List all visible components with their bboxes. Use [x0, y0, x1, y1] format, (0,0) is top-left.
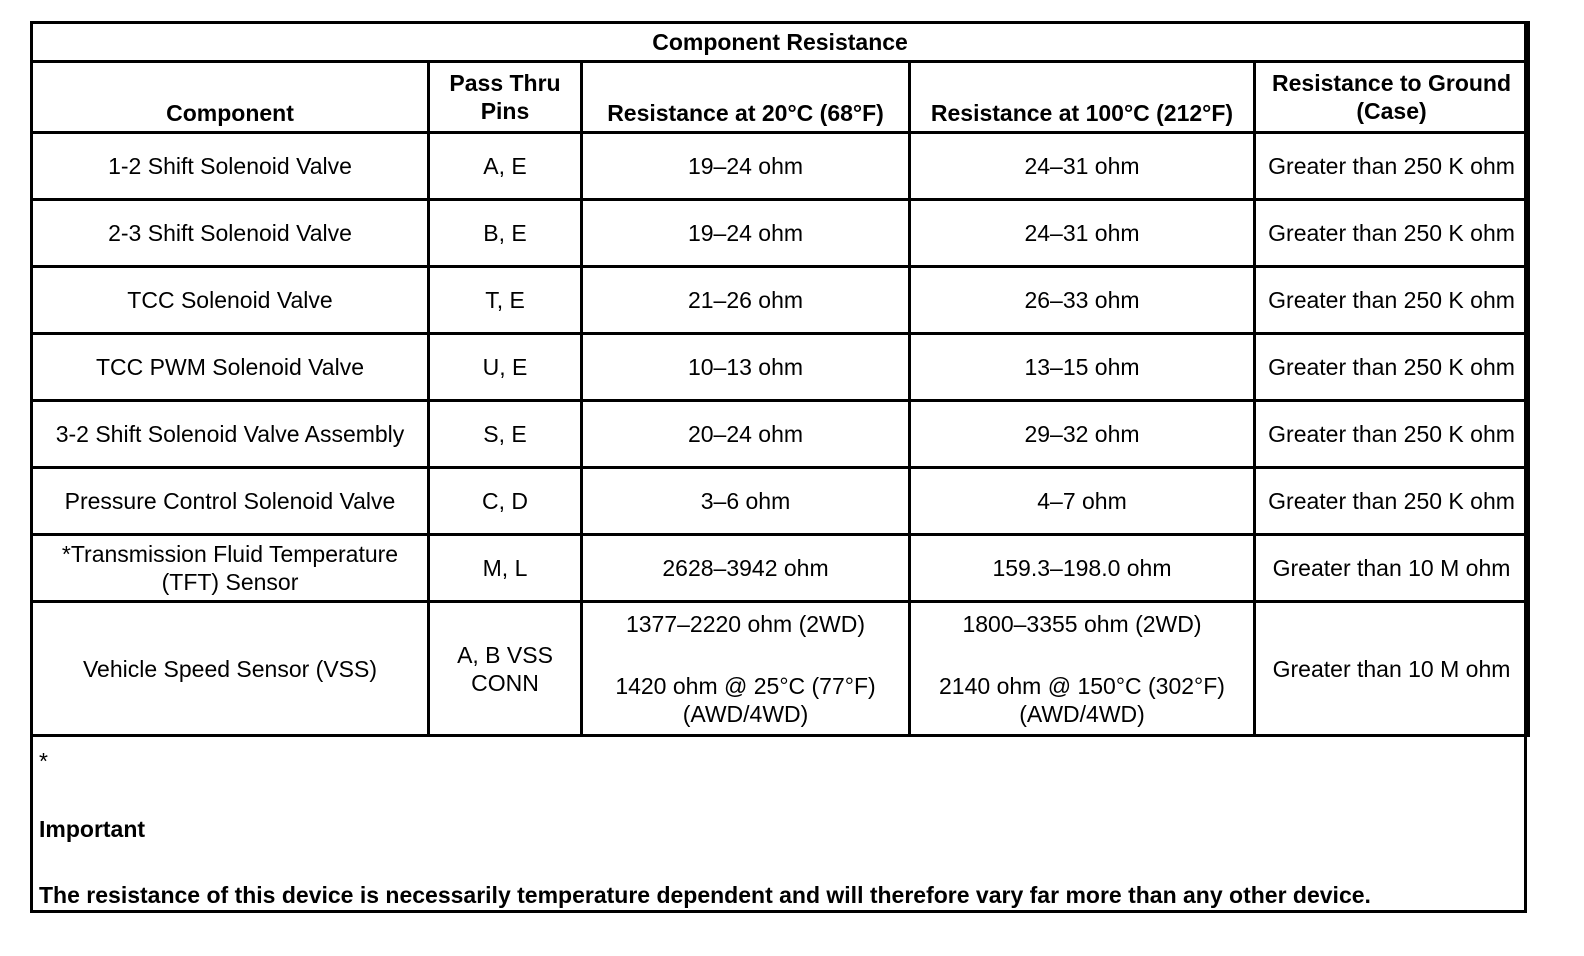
- cell-res100: 13–15 ohm: [910, 334, 1255, 401]
- table-row: [32, 468, 1529, 535]
- cell-ground: Greater than 250 K ohm: [1255, 200, 1529, 267]
- cell-pins: A, E: [429, 133, 582, 200]
- table-row: [32, 267, 1529, 334]
- table-row-vss: [32, 602, 1529, 736]
- cell-component: Vehicle Speed Sensor (VSS): [32, 602, 429, 736]
- cell-pins: T, E: [429, 267, 582, 334]
- cell-ground: Greater than 250 K ohm: [1255, 133, 1529, 200]
- cell-component: *Transmission Fluid Temperature (TFT) Sensor: [32, 535, 429, 602]
- table-title: Component Resistance: [32, 23, 1529, 62]
- cell-pins: S, E: [429, 401, 582, 468]
- cell-ground: Greater than 250 K ohm: [1255, 401, 1529, 468]
- cell-res20: 19–24 ohm: [582, 200, 910, 267]
- cell-res20: 3–6 ohm: [582, 468, 910, 535]
- cell-component: 2-3 Shift Solenoid Valve: [32, 200, 429, 267]
- cell-res100: 24–31 ohm: [910, 133, 1255, 200]
- table-row: [32, 535, 1529, 602]
- footnote-marker: *: [39, 748, 48, 774]
- cell-res20: [582, 602, 910, 736]
- header-pins: Pass Thru Pins: [429, 62, 582, 133]
- cell-res100: 159.3–198.0 ohm: [910, 535, 1255, 602]
- table-row: [32, 401, 1529, 468]
- cell-ground: Greater than 250 K ohm: [1255, 267, 1529, 334]
- header-res20: Resistance at 20°C (68°F): [582, 62, 910, 133]
- table-row: [32, 200, 1529, 267]
- cell-res20: 10–13 ohm: [582, 334, 910, 401]
- table-row: [32, 334, 1529, 401]
- res20-2wd: 1377–2220 ohm (2WD): [625, 610, 866, 637]
- cell-res20: 20–24 ohm: [582, 401, 910, 468]
- header-component: Component: [32, 62, 429, 133]
- cell-component: 1-2 Shift Solenoid Valve: [32, 133, 429, 200]
- cell-pins: A, B VSS CONN: [429, 602, 582, 736]
- table-row: [32, 133, 1529, 200]
- res20-awd: 1420 ohm @ 25°C (77°F) (AWD/4WD): [615, 672, 876, 727]
- cell-component: TCC Solenoid Valve: [32, 267, 429, 334]
- cell-res20: 19–24 ohm: [582, 133, 910, 200]
- important-heading: Important: [39, 816, 146, 842]
- cell-pins: B, E: [429, 200, 582, 267]
- res100-2wd: 1800–3355 ohm (2WD): [962, 610, 1202, 637]
- cell-ground: Greater than 10 M ohm: [1255, 602, 1529, 736]
- cell-res20: 2628–3942 ohm: [582, 535, 910, 602]
- cell-res20: 21–26 ohm: [582, 267, 910, 334]
- header-res100: Resistance at 100°C (212°F): [910, 62, 1255, 133]
- cell-ground: Greater than 250 K ohm: [1255, 334, 1529, 401]
- header-ground: Resistance to Ground (Case): [1255, 62, 1529, 133]
- cell-res100: [910, 602, 1255, 736]
- cell-pins: U, E: [429, 334, 582, 401]
- cell-ground: Greater than 250 K ohm: [1255, 468, 1529, 535]
- cell-ground: Greater than 10 M ohm: [1255, 535, 1529, 602]
- cell-res100: 26–33 ohm: [910, 267, 1255, 334]
- cell-res100: 4–7 ohm: [910, 468, 1255, 535]
- cell-res100: 29–32 ohm: [910, 401, 1255, 468]
- cell-res100: 24–31 ohm: [910, 200, 1255, 267]
- cell-pins: M, L: [429, 535, 582, 602]
- cell-component: Pressure Control Solenoid Valve: [32, 468, 429, 535]
- cell-component: 3-2 Shift Solenoid Valve Assembly: [32, 401, 429, 468]
- cell-pins: C, D: [429, 468, 582, 535]
- component-resistance-table: [30, 21, 1530, 737]
- resistance-sheet: [30, 21, 1527, 913]
- cell-component: TCC PWM Solenoid Valve: [32, 334, 429, 401]
- important-text: The resistance of this device is necessarily temperature dependent and will therefore vary far more than any other device.: [39, 882, 1371, 908]
- res100-awd: 2140 ohm @ 150°C (302°F) (AWD/4WD): [939, 672, 1225, 727]
